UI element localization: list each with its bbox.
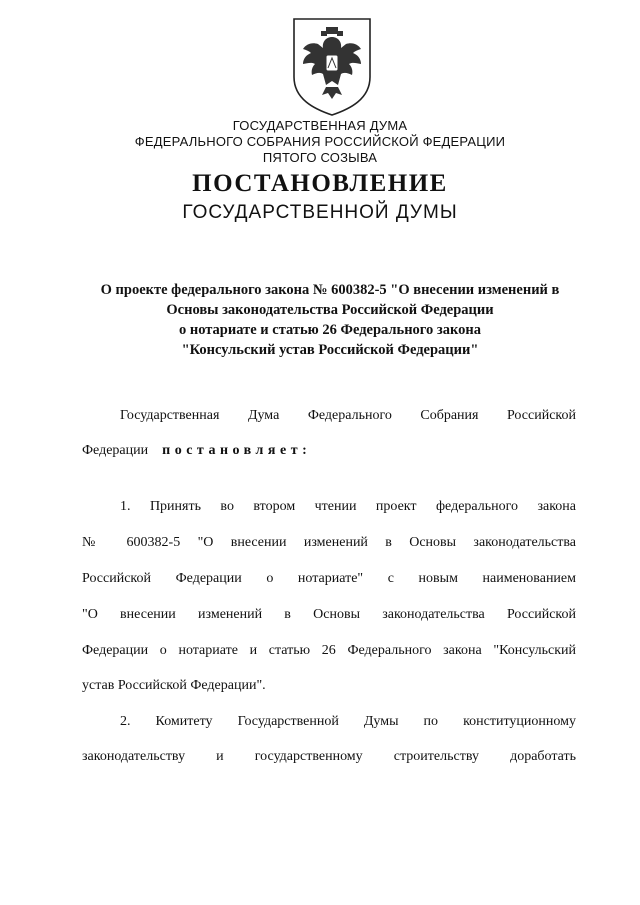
item1-line: 1. Принять во втором чтении проект федерального закона (120, 499, 576, 514)
item2-line: законодательству и государственному строительству доработать (82, 749, 576, 764)
header-federal-assembly: ФЕДЕРАЛЬНОГО СОБРАНИЯ РОССИЙСКОЙ ФЕДЕРАЦИИ (134, 134, 506, 149)
item1-line: Федерации о нотариате и статью 26 Федерального закона "Консульский (82, 643, 576, 658)
item1-line: № 600382-5 "О внесении изменений в Основы законодательства (82, 535, 576, 550)
item2-line: 2. Комитету Государственной Думы по конституционному (120, 714, 576, 729)
item1-line: Российской Федерации о нотариате" с новым наименованием (82, 571, 576, 586)
state-emblem (290, 15, 374, 117)
decree-word: постановляет: (162, 443, 312, 458)
header-duma: ГОСУДАРСТВЕННАЯ ДУМА (232, 118, 408, 133)
preamble-text: Федерации (82, 443, 149, 458)
document-type: ПОСТАНОВЛЕНИЕ (192, 170, 448, 197)
subject-line: О проекте федерального закона № 600382-5 "О внесении изменений в (100, 282, 560, 298)
subject-line: о нотариате и статью 26 Федерального закона (178, 322, 482, 338)
subject-line: Основы законодательства Российской Федерации (166, 302, 494, 318)
preamble-line (82, 442, 576, 460)
item1-line: устав Российской Федерации". (82, 678, 266, 693)
document-issuer: ГОСУДАРСТВЕННОЙ ДУМЫ (182, 202, 458, 223)
header-convocation: ПЯТОГО СОЗЫВА (262, 150, 378, 165)
item1-line: "О внесении изменений в Основы законодательства Российской (82, 607, 576, 622)
subject-line: "Консульский устав Российской Федерации" (181, 342, 479, 358)
preamble-line: Государственная Дума Федерального Собрания Российской (120, 408, 576, 423)
